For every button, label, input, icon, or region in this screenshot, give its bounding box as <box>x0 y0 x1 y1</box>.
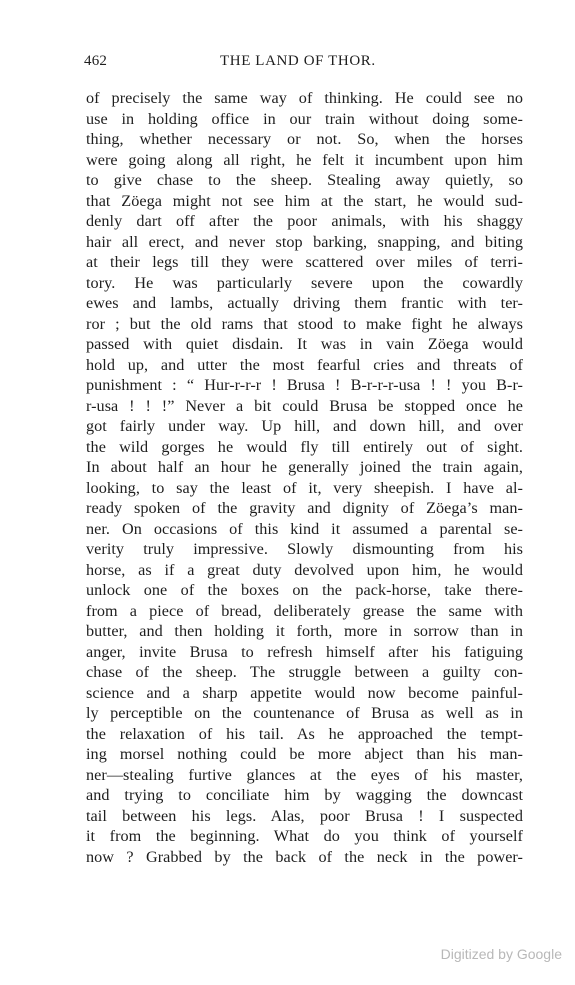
text-line: ing morsel nothing could be more abject than his man- <box>86 745 523 763</box>
digitized-by-google-watermark: Digitized by Google <box>440 946 562 962</box>
text-line: tory. He was particularly severe upon the cowardly <box>86 273 523 292</box>
text-line: ewes and lambs, actually driving them frantic with ter- <box>86 294 523 312</box>
body-text <box>86 88 523 867</box>
page-number: 462 <box>84 53 108 69</box>
text-line: verity truly impressive. Slowly dismounting from his <box>86 540 523 558</box>
text-line: and trying to conciliate him by wagging the downcast <box>86 786 523 804</box>
text-line: that Zöega might not see him at the start, he would sud- <box>86 191 523 210</box>
text-line: looking, to say the least of it, very sheepish. I have al- <box>86 478 523 497</box>
running-header <box>84 53 521 77</box>
text-line: the wild gorges he would fly till entirely out of sight. <box>86 437 523 456</box>
text-line: at their legs till they were scattered over miles of terri- <box>86 253 523 271</box>
text-line: r-usa ! ! !” Never a bit could Brusa be stopped once he <box>86 396 523 415</box>
text-line: to give chase to the sheep. Stealing away quietly, so <box>86 171 523 189</box>
text-line: ner—stealing furtive glances at the eyes of his master, <box>86 765 523 784</box>
text-line: thing, whether necessary or not. So, when the horses <box>86 130 523 148</box>
text-line: ready spoken of the gravity and dignity of Zöega’s man- <box>86 499 523 517</box>
text-line: butter, and then holding it forth, more in sorrow than in <box>86 622 523 640</box>
text-line: the relaxation of his tail. As he approached the tempt- <box>86 724 523 743</box>
text-line: anger, invite Brusa to refresh himself after his fatiguing <box>86 642 523 661</box>
text-line: it from the beginning. What do you think of yourself <box>86 827 523 845</box>
text-line: hair all erect, and never stop barking, snapping, and biting <box>86 232 523 251</box>
text-line: ly perceptible on the countenance of Brusa as well as in <box>86 704 523 722</box>
text-line: chase of the sheep. The struggle between a guilty con- <box>86 663 523 681</box>
text-line: horse, as if a great duty devolved upon him, he would <box>86 560 523 579</box>
text-line: passed with quiet disdain. It was in vain Zöega would <box>86 335 523 353</box>
text-line: hold up, and utter the most fearful cries and threats of <box>86 355 523 374</box>
text-line: got fairly under way. Up hill, and down hill, and over <box>86 417 523 435</box>
text-line: ror ; but the old rams that stood to make fight he always <box>86 314 523 333</box>
text-line: ner. On occasions of this kind it assumed a parental se- <box>86 519 523 538</box>
text-line: tail between his legs. Alas, poor Brusa ! I suspected <box>86 806 523 825</box>
text-line: were going along all right, he felt it incumbent upon him <box>86 150 523 169</box>
text-line: from a piece of bread, deliberately grease the same with <box>86 601 523 620</box>
text-line: punishment : “ Hur-r-r-r ! Brusa ! B-r-r-r-usa ! ! you B-r- <box>86 376 523 394</box>
text-line: unlock one of the boxes on the pack-horse, take there- <box>86 581 523 599</box>
text-line: In about half an hour he generally joined the train again, <box>86 458 523 476</box>
running-title: THE LAND OF THOR. <box>220 53 376 69</box>
text-line: denly dart off after the poor animals, with his shaggy <box>86 212 523 230</box>
text-line: of precisely the same way of thinking. He could see no <box>86 89 523 107</box>
text-line: use in holding office in our train without doing some- <box>86 109 523 128</box>
text-line: science and a sharp appetite would now become painful- <box>86 683 523 702</box>
text-line: now ? Grabbed by the back of the neck in the power- <box>86 847 523 866</box>
